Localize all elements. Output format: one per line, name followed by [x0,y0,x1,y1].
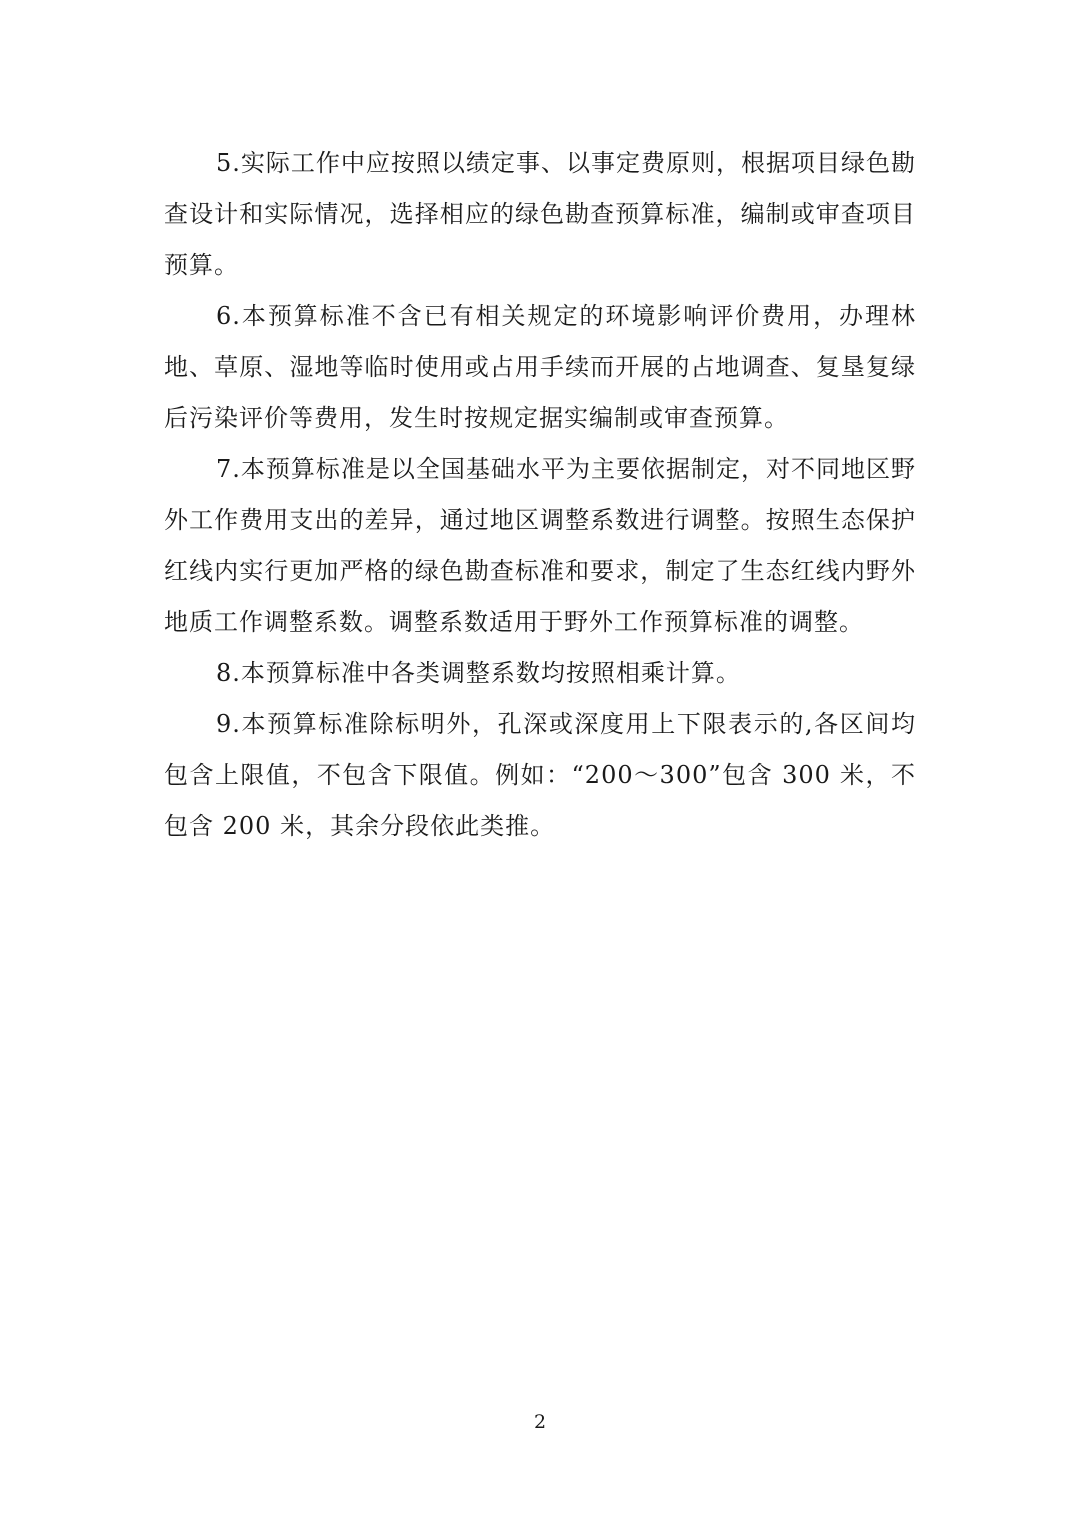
paragraph-item-9: 9.本预算标准除标明外，孔深或深度用上下限表示的,各区间均包含上限值，不包含下限值。例如：“200～300”包含 300 米，不包含 200 米，其余分段依此类推。 [164,710,916,840]
paragraph-item-5: 5.实际工作中应按照以绩定事、以事定费原则，根据项目绿色勘查设计和实际情况，选择相应的绿色勘查预算标准，编制或审查项目预算。 [164,149,916,279]
paragraph-item-8: 8.本预算标准中各类调整系数均按照相乘计算。 [216,659,741,687]
document-body [164,138,916,852]
page-number: 2 [533,1411,547,1433]
paragraph-item-6: 6.本预算标准不含已有相关规定的环境影响评价费用，办理林地、草原、湿地等临时使用或占用手续而开展的占地调查、复垦复绿后污染评价等费用，发生时按规定据实编制或审查预算。 [164,302,916,432]
paragraph-item-7: 7.本预算标准是以全国基础水平为主要依据制定，对不同地区野外工作费用支出的差异，通过地区调整系数进行调整。按照生态保护红线内实行更加严格的绿色勘查标准和要求，制定了生态红线内野外地质工作调整系数。调整系数适用于野外工作预算标准的调整。 [164,455,916,636]
